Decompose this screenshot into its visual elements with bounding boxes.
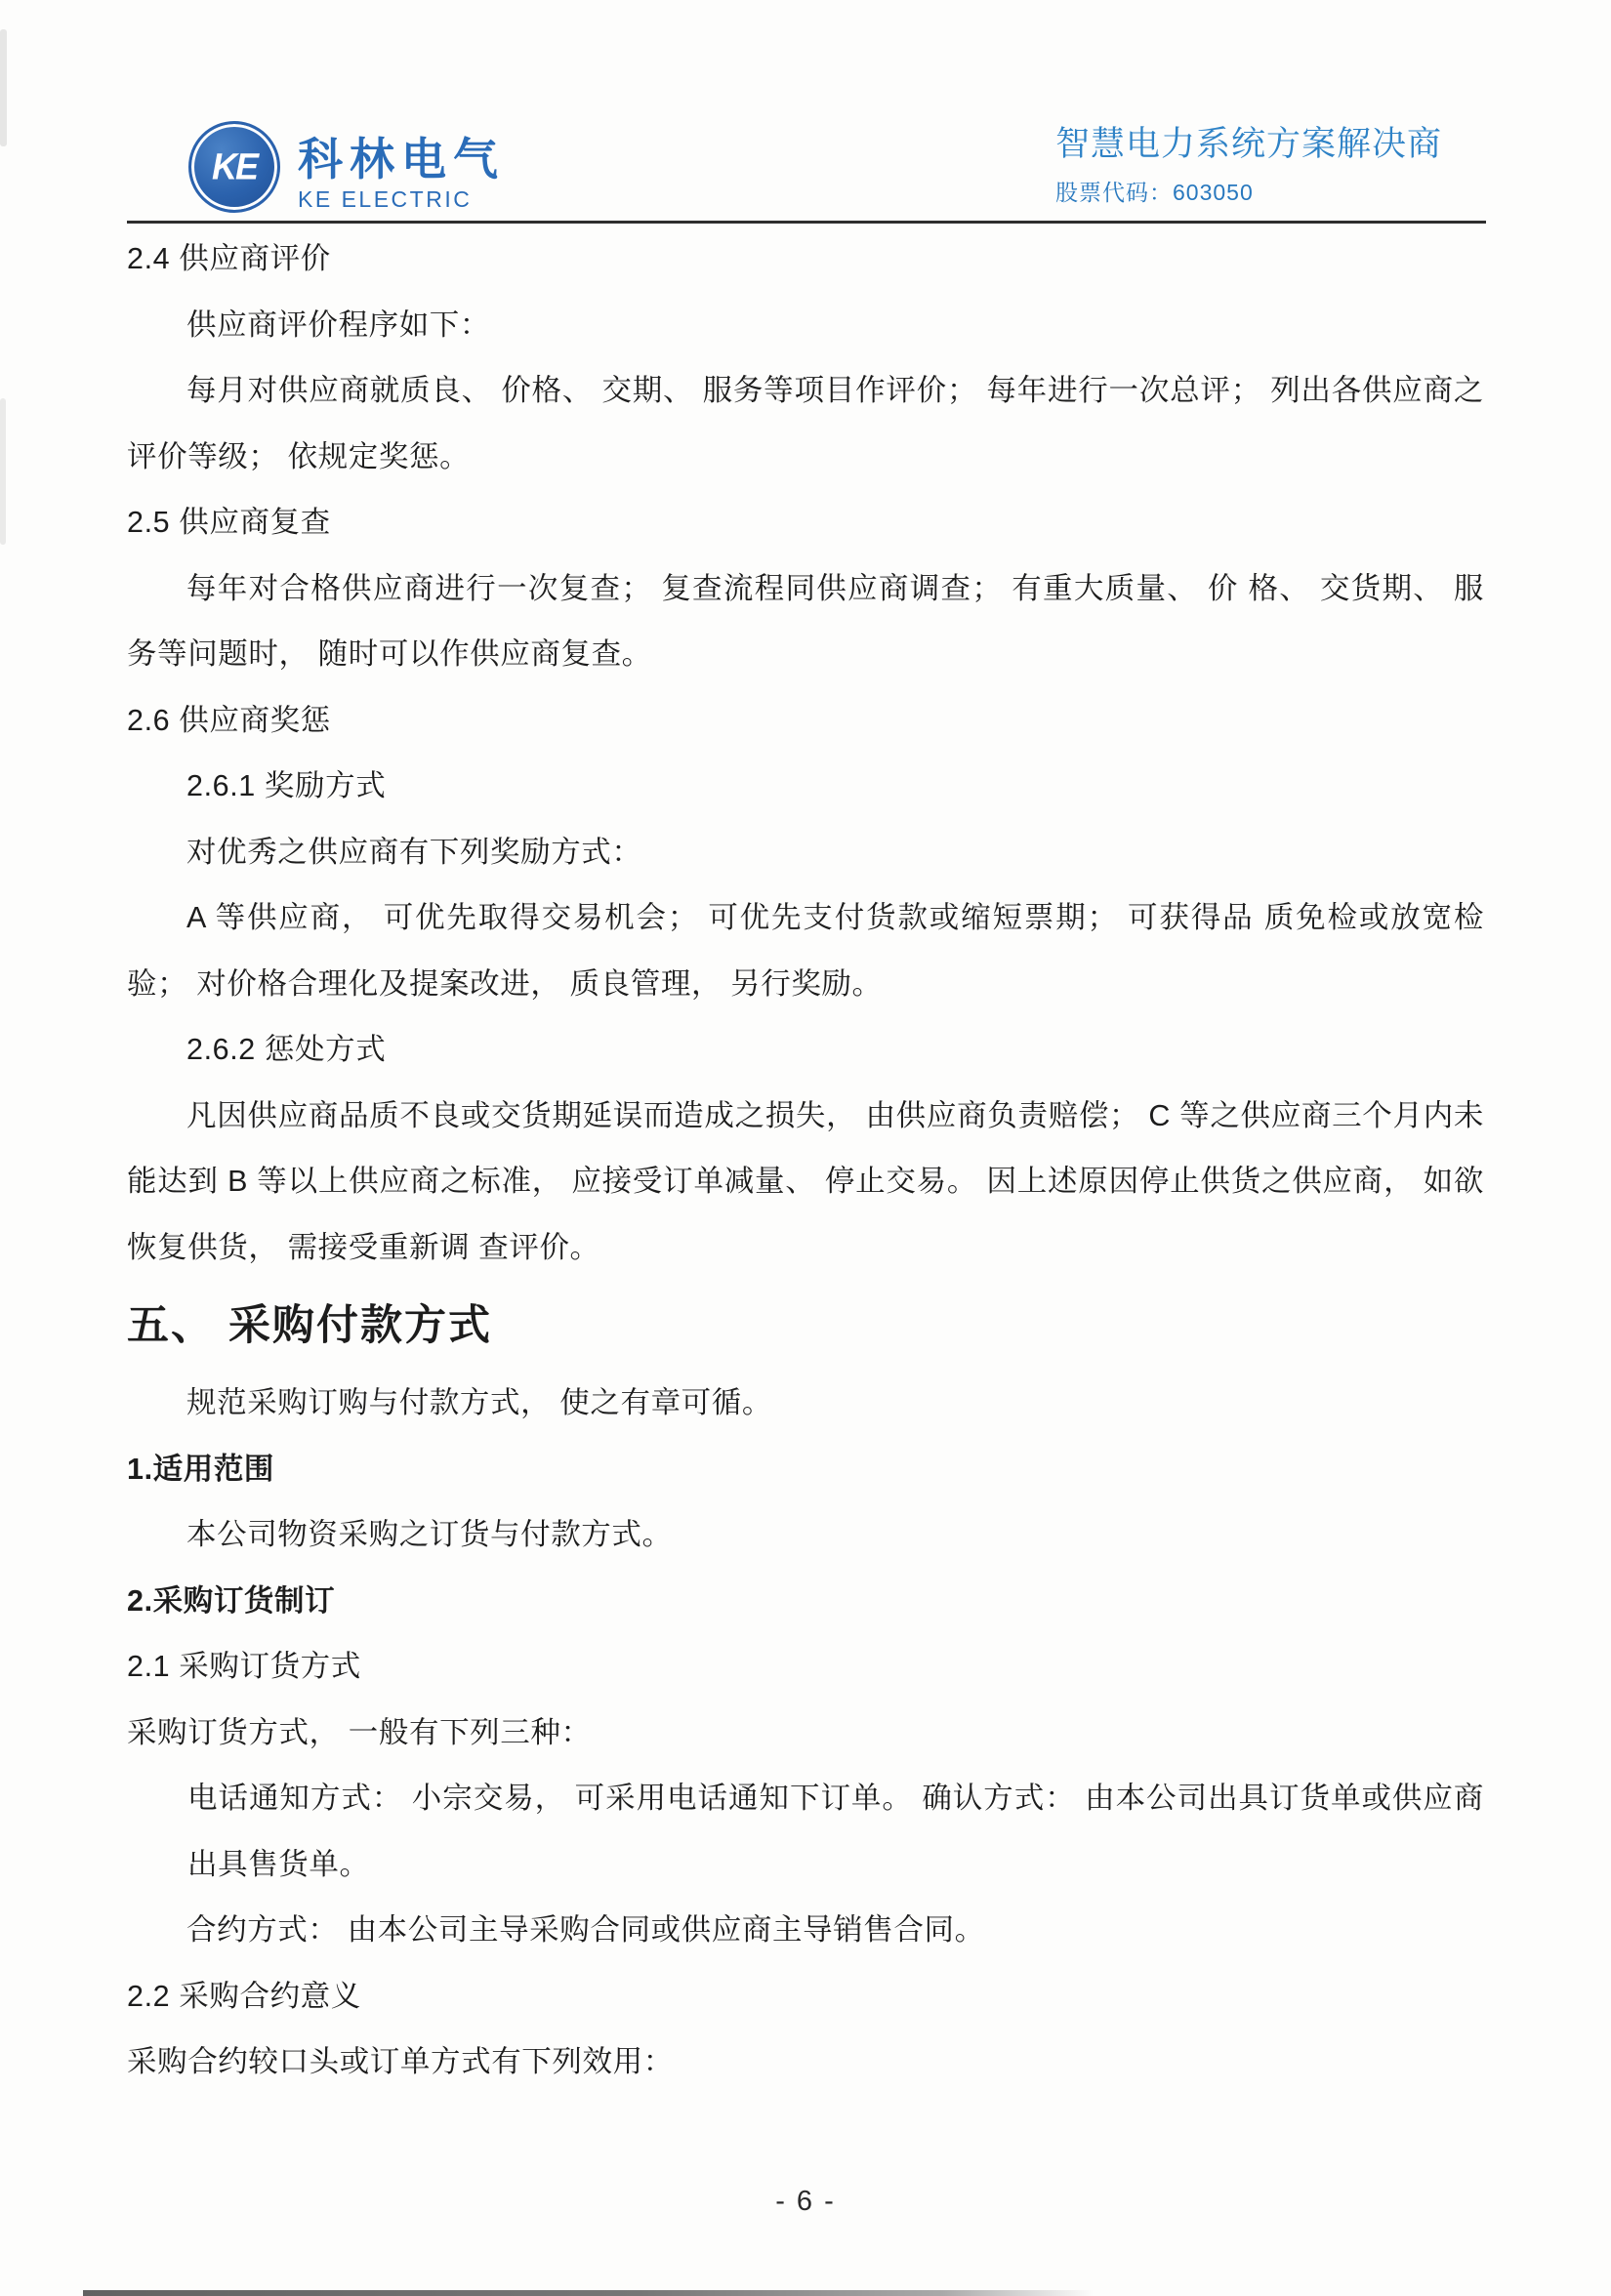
paragraph: 每月对供应商就质良、 价格、 交期、 服务等项目作评价； 每年进行一次总评； 列出各供应商之评价等级； 依规定奖惩。 (127, 374, 1484, 473)
paragraph: 电话通知方式： 小宗交易， 可采用电话通知下订单。 确认方式： 由本公司出具订货单或供应商出具售货单。 (187, 1782, 1484, 1881)
paragraph: 凡因供应商品质不良或交货期延误而造成之损失， 由供应商负责赔偿； C 等之供应商三个月内未能达到 B 等以上供应商之标准， 应接受订单减量、 停止交易。 因上述原因停止供货之供应商， 如欲恢复供货， 需接受重新调 查评价。 (127, 1098, 1484, 1264)
ke-logo-icon (188, 121, 280, 213)
paragraph: 2.4 供应商评价 (127, 242, 331, 275)
scan-left-artifact (0, 398, 6, 545)
paragraph: 每年对合格供应商进行一次复查； 复查流程同供应商调查； 有重大质量、 价 格、 交货期、 服务等问题时， 随时可以作供应商复查。 (127, 571, 1484, 671)
paragraph: 本公司物资采购之订货与付款方式。 (186, 1518, 673, 1551)
paragraph: 2.6.1 奖励方式 (186, 769, 387, 802)
paragraph: 2.6 供应商奖惩 (127, 703, 331, 737)
page-number: - 6 - (775, 2186, 836, 2217)
header-right (1055, 124, 1442, 207)
paragraph: 2.6.2 惩处方式 (186, 1033, 387, 1066)
scan-left-artifact (0, 29, 7, 146)
paragraph: 2.2 采购合约意义 (127, 1979, 361, 2013)
stock-code: 股票代码：603050 (1055, 180, 1254, 205)
scan-edge-artifact (83, 2290, 1094, 2296)
paragraph: 对优秀之供应商有下列奖励方式： (186, 835, 642, 869)
paragraph: 2.采购订货制订 (127, 1583, 336, 1618)
paragraph: 采购订货方式， 一般有下列三种： (127, 1715, 592, 1749)
document-body (127, 226, 1484, 2096)
paragraph: 合约方式： 由本公司主导采购合同或供应商主导销售合同。 (186, 1913, 985, 1947)
paragraph: 采购合约较口头或订单方式有下列效用： (127, 2045, 674, 2078)
logo-text (298, 135, 505, 213)
company-slogan: 智慧电力系统方案解决商 (1055, 125, 1443, 163)
company-name-cn: 科林电气 (298, 134, 505, 184)
company-logo (188, 121, 505, 213)
paragraph: 规范采购订购与付款方式， 使之有章可循。 (186, 1386, 772, 1419)
paragraph: 供应商评价程序如下： (186, 308, 490, 342)
paragraph: 1.适用范围 (127, 1452, 275, 1486)
paragraph: 2.5 供应商复查 (127, 506, 331, 539)
paragraph: A 等供应商， 可优先取得交易机会； 可优先支付货款或缩短票期； 可获得品 质免检或放宽检验； 对价格合理化及提案改进， 质良管理， 另行奖励。 (127, 901, 1484, 1001)
company-name-en: KE ELECTRIC (298, 186, 473, 212)
page-header (127, 0, 1486, 224)
section-heading: 五、 采购付款方式 (127, 1302, 492, 1349)
logo-monogram: KE (211, 144, 257, 187)
paragraph: 2.1 采购订货方式 (127, 1650, 361, 1683)
